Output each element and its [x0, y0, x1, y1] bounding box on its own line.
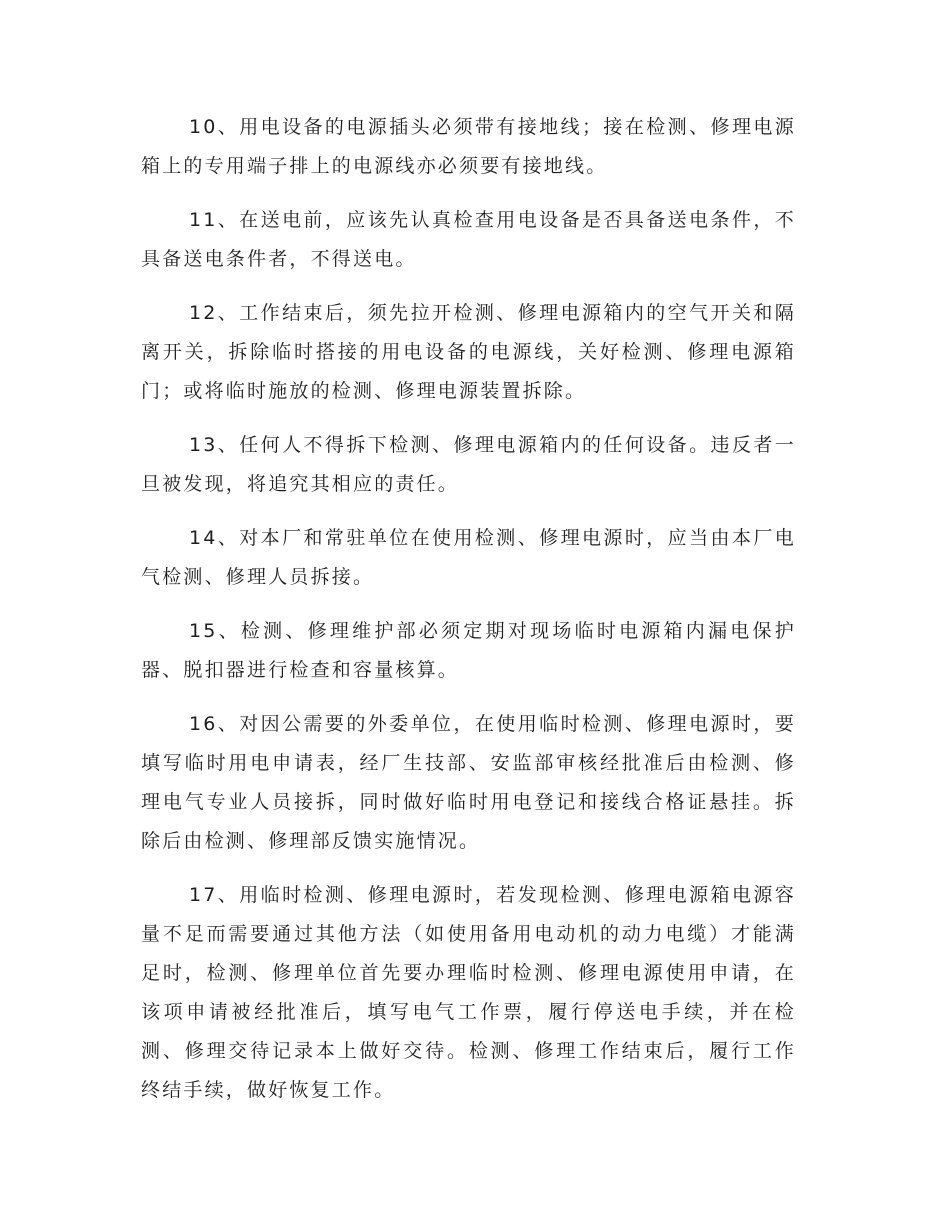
- paragraph-14: 14、对本厂和常驻单位在使用检测、修理电源时，应当由本厂电气检测、修理人员拆接。: [141, 527, 796, 588]
- paragraph-17: 17、用临时检测、修理电源时，若发现检测、修理电源箱电源容量不足而需要通过其他方法（如使用备用电动机的动力电缆）才能满足时，检测、修理单位首先要办理临时检测、修理电源使用申请，在该项申请被经批准后，填写电气工作票，履行停送电手续，并在检测、修理交待记录本上做好交待。检测、修理工作结束后，履行工作终结手续，做好恢复工作。: [141, 884, 796, 1101]
- paragraph-15: 15、检测、修理维护部必须定期对现场临时电源箱内漏电保护器、脱扣器进行检查和容量核算。: [141, 620, 796, 681]
- paragraph-10: 10、用电设备的电源插头必须带有接地线；接在检测、修理电源箱上的专用端子排上的电源线亦必须要有接地线。: [141, 116, 796, 177]
- paragraph-13: 13、任何人不得拆下检测、修理电源箱内的任何设备。违反者一旦被发现，将追究其相应的责任。: [141, 434, 796, 495]
- paragraph-12: 12、工作结束后，须先拉开检测、修理电源箱内的空气开关和隔离开关，拆除临时搭接的用电设备的电源线，关好检测、修理电源箱门；或将临时施放的检测、修理电源装置拆除。: [141, 302, 796, 402]
- paragraph-16: 16、对因公需要的外委单位，在使用临时检测、修理电源时，要填写临时用电申请表，经厂生技部、安监部审核经批准后由检测、修理电气专业人员接拆，同时做好临时用电登记和接线合格证悬挂。拆除后由检测、修理部反馈实施情况。: [141, 713, 796, 852]
- document-body: [141, 108, 796, 1125]
- paragraph-11: 11、在送电前，应该先认真检查用电设备是否具备送电条件，不具备送电条件者，不得送电。: [141, 209, 796, 270]
